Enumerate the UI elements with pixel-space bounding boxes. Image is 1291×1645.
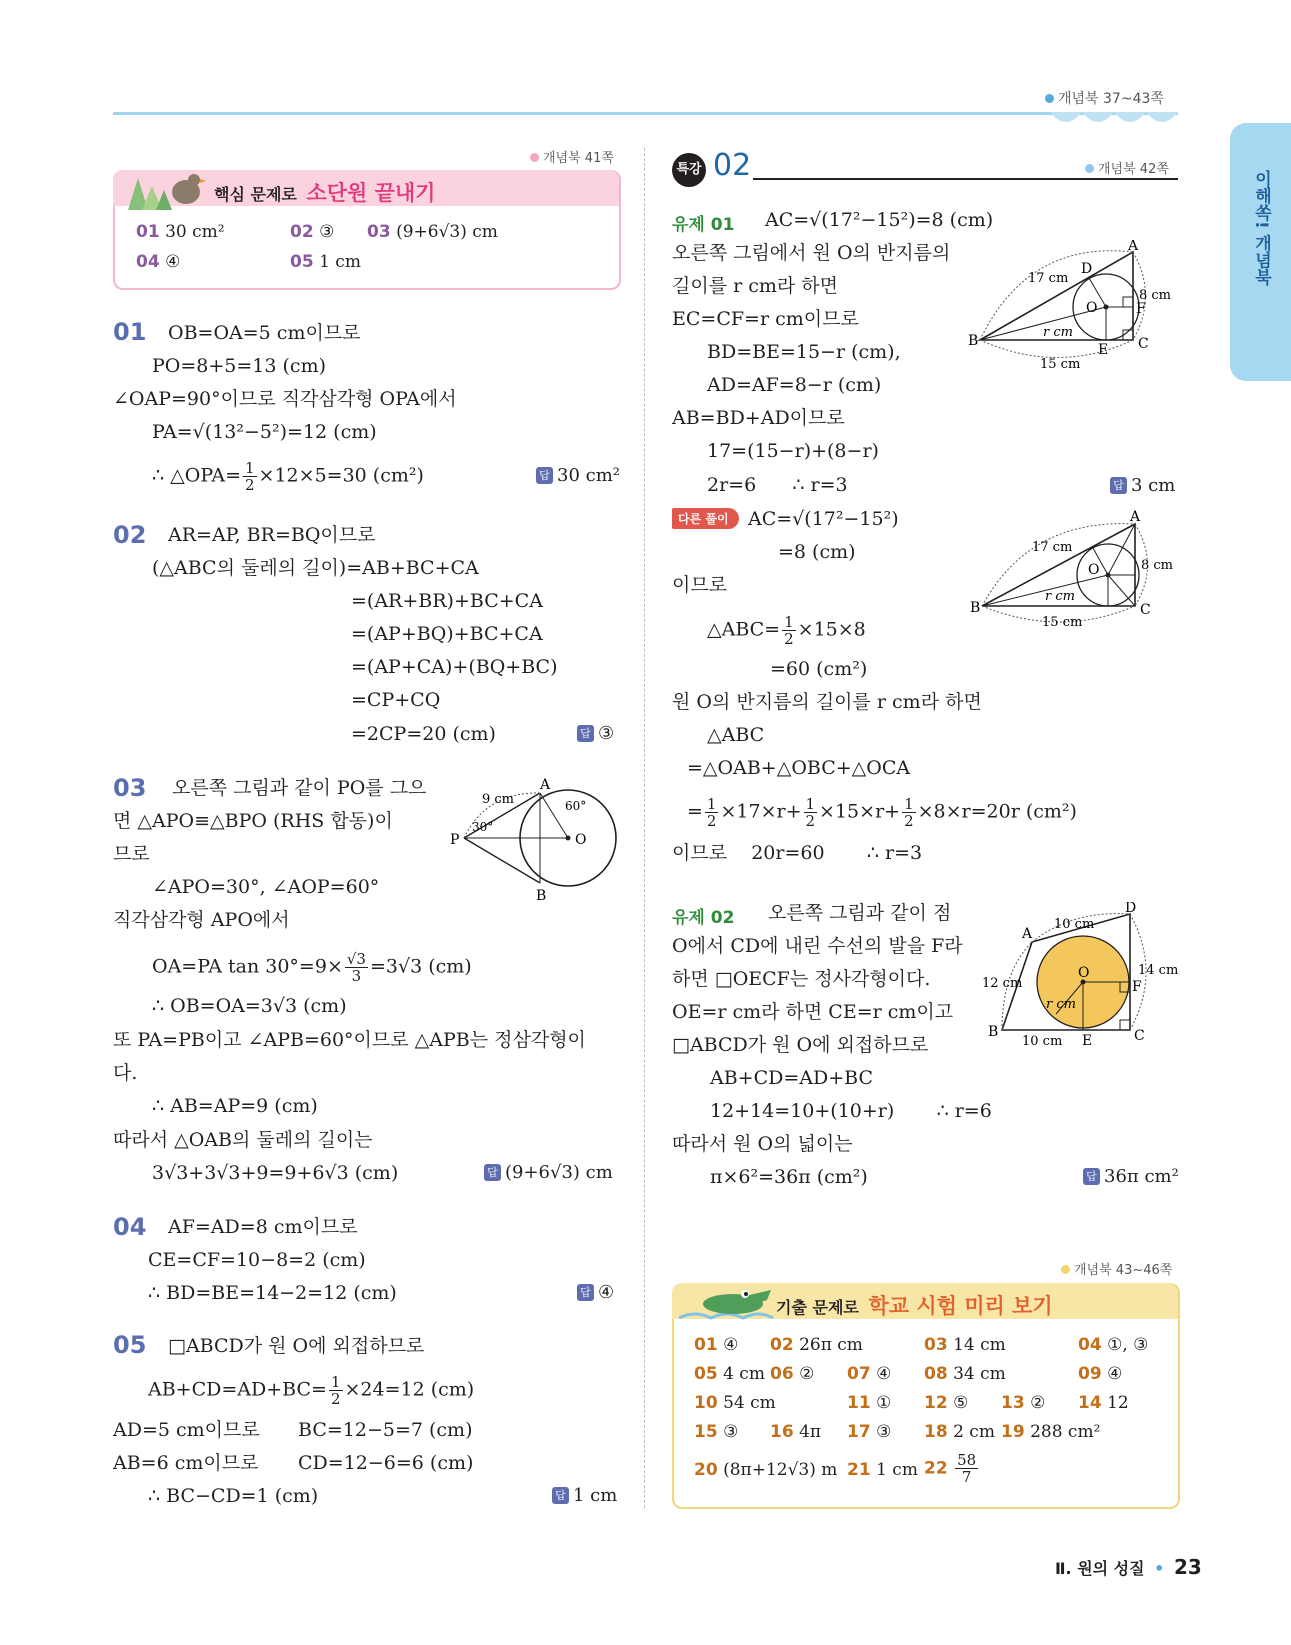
exam-answer: 14 12 bbox=[1078, 1393, 1129, 1413]
svg-text:8 cm: 8 cm bbox=[1141, 558, 1174, 573]
svg-text:D: D bbox=[1125, 902, 1137, 916]
solution-line: ∴ BD=BE=14−2=12 (cm) bbox=[148, 1282, 397, 1304]
svg-text:r cm: r cm bbox=[1043, 325, 1073, 340]
solution-line: AC=√(17²−15²) bbox=[748, 508, 899, 530]
exam-answer: 15 ③ bbox=[694, 1422, 739, 1442]
solution-line: 길이를 r cm라 하면 bbox=[672, 275, 838, 297]
special-number: 02 bbox=[713, 148, 752, 183]
solution-line: CE=CF=10−8=2 (cm) bbox=[148, 1249, 366, 1271]
solution-line: OB=OA=5 cm이므로 bbox=[168, 322, 361, 344]
exam-answer: 17 ③ bbox=[847, 1422, 892, 1442]
exam-answer: 09 ④ bbox=[1078, 1364, 1123, 1384]
solution-line: =(AP+BQ)+BC+CA bbox=[351, 623, 543, 645]
solution-line: 2r=6 ∴ r=3 bbox=[707, 474, 848, 496]
solution-line: BC=12−5=7 (cm) bbox=[298, 1419, 473, 1441]
svg-text:17 cm: 17 cm bbox=[1028, 271, 1069, 286]
solution-line: ∴ OB=OA=3√3 (cm) bbox=[152, 995, 347, 1017]
exam-answer: 07 ④ bbox=[847, 1364, 892, 1384]
solution-line: =(AR+BR)+BC+CA bbox=[351, 590, 543, 612]
solution-line: =△OAB+△OBC+△OCA bbox=[687, 757, 911, 779]
fig-label: 30° bbox=[472, 820, 494, 834]
solution-line: AF=AD=8 cm이므로 bbox=[168, 1216, 358, 1238]
svg-text:B: B bbox=[970, 600, 981, 616]
solution-line: △ABC= $\frac{1}{2}$ ×15×8 bbox=[707, 613, 866, 648]
special-ref: 개념북 42쪽 bbox=[1085, 158, 1169, 177]
solution-line: AR=AP, BR=BQ이므로 bbox=[168, 524, 376, 546]
solution-line: 3√3+3√3+9=9+6√3 (cm) bbox=[152, 1162, 399, 1184]
solution-line: PO=8+5=13 (cm) bbox=[152, 355, 326, 377]
solution-line: =CP+CQ bbox=[351, 689, 441, 711]
solution-line: 17=(15−r)+(8−r) bbox=[707, 440, 879, 462]
crocodile-icon bbox=[675, 1276, 775, 1322]
exam-answer: 20 (8π+12√3) m bbox=[694, 1460, 838, 1480]
fig-label: 9 cm bbox=[482, 792, 515, 807]
fig-label: O bbox=[575, 832, 587, 848]
svg-text:B: B bbox=[988, 1024, 999, 1040]
footer: Ⅱ. 원의 성질 • 23 bbox=[1055, 1555, 1202, 1579]
exam-answer: 03 14 cm bbox=[924, 1335, 1006, 1355]
solution-line: AC=√(17²−15²)=8 (cm) bbox=[765, 209, 994, 231]
svg-text:F: F bbox=[1136, 301, 1146, 317]
svg-text:O: O bbox=[1078, 965, 1090, 981]
svg-text:D: D bbox=[1081, 261, 1093, 277]
trapezoid-incircle-figure bbox=[982, 902, 1182, 1047]
solution-line: EC=CF=r cm이므로 bbox=[672, 308, 859, 330]
svg-text:A: A bbox=[1130, 509, 1141, 525]
exercise-label: 유제 01 bbox=[672, 215, 735, 235]
svg-text:O: O bbox=[1086, 300, 1098, 316]
solution-line: BD=BE=15−r (cm), bbox=[707, 341, 901, 363]
solution-line: 이므로 bbox=[672, 574, 728, 596]
solution-line: 이므로 20r=60 ∴ r=3 bbox=[672, 842, 923, 864]
answer: 답 ③ bbox=[577, 723, 614, 744]
svg-text:15 cm: 15 cm bbox=[1042, 615, 1083, 630]
solution-line: CD=12−6=6 (cm) bbox=[298, 1452, 474, 1474]
exam-answer: 02 26π cm bbox=[770, 1335, 863, 1355]
exam-ref: 개념북 43~46쪽 bbox=[1061, 1259, 1172, 1278]
problem-number: 02 bbox=[113, 521, 147, 549]
exam-answer: 11 ① bbox=[847, 1393, 892, 1413]
solution-line: 면 △APO≡△BPO (RHS 합동)이 bbox=[113, 810, 393, 832]
fig-label: P bbox=[450, 832, 460, 848]
exam-answer: 06 ② bbox=[770, 1364, 815, 1384]
solution-line: 따라서 원 O의 넓이는 bbox=[672, 1133, 853, 1155]
solution-line: AD=5 cm이므로 bbox=[113, 1419, 260, 1441]
svg-text:14 cm: 14 cm bbox=[1138, 963, 1179, 978]
solution-line: △ABC bbox=[707, 724, 765, 746]
solution-line: 직각삼각형 APO에서 bbox=[113, 909, 290, 931]
header-ref: 개념북 37~43쪽 bbox=[1045, 88, 1164, 108]
solution-line: =2CP=20 (cm) bbox=[351, 723, 496, 745]
svg-text:A: A bbox=[1022, 926, 1033, 942]
svg-text:A: A bbox=[1128, 240, 1139, 254]
solution-line: (△ABC의 둘레의 길이)=AB+BC+CA bbox=[152, 557, 479, 579]
incircle-figure-alt bbox=[970, 508, 1180, 633]
fig-label: 60° bbox=[565, 799, 587, 813]
solution-line: =60 (cm²) bbox=[770, 658, 868, 680]
solution-line: ∠OAP=90°이므로 직각삼각형 OPA에서 bbox=[113, 388, 457, 410]
exam-answer: 10 54 cm bbox=[694, 1393, 776, 1413]
incircle-figure bbox=[968, 240, 1178, 375]
svg-text:8 cm: 8 cm bbox=[1139, 288, 1172, 303]
tree-bird-icon bbox=[120, 160, 210, 212]
exam-answer: 21 1 cm bbox=[847, 1460, 918, 1480]
fig-label: A bbox=[540, 777, 551, 793]
svg-text:10 cm: 10 cm bbox=[1054, 917, 1095, 932]
svg-text:17 cm: 17 cm bbox=[1032, 540, 1073, 555]
svg-text:r cm: r cm bbox=[1045, 589, 1075, 604]
problem-number: 05 bbox=[113, 1331, 147, 1359]
svg-text:C: C bbox=[1140, 602, 1151, 618]
header-rule bbox=[113, 112, 1178, 115]
solution-line: ∴ △OPA= $\frac{1}{2}$ ×12×5=30 (cm²) bbox=[152, 459, 424, 494]
core-answer: 03 (9+6√3) cm bbox=[367, 222, 498, 242]
alt-solution-badge: 다른 풀이 bbox=[672, 508, 739, 529]
svg-text:O: O bbox=[1088, 562, 1100, 578]
exam-answer: 04 ①, ③ bbox=[1078, 1335, 1149, 1355]
exam-answer: 01 ④ bbox=[694, 1335, 739, 1355]
exam-answer: 16 4π bbox=[770, 1422, 822, 1442]
solution-line: ∠APO=30°, ∠AOP=60° bbox=[152, 876, 380, 898]
answer: 답 (9+6√3) cm bbox=[484, 1162, 613, 1183]
svg-text:E: E bbox=[1098, 342, 1109, 358]
problem-number: 03 bbox=[113, 774, 147, 802]
solution-line: 따라서 △OAB의 둘레의 길이는 bbox=[113, 1129, 373, 1151]
answer: 답 ④ bbox=[577, 1282, 614, 1303]
solution-line: 오른쪽 그림과 같이 PO를 그으 bbox=[172, 777, 427, 799]
exam-answer: 13 ② bbox=[1001, 1393, 1046, 1413]
solution-line: 다. bbox=[113, 1062, 138, 1084]
exam-answer: 12 ⑤ bbox=[924, 1393, 969, 1413]
solution-line: 또 PA=PB이고 ∠APB=60°이므로 △APB는 정삼각형이 bbox=[113, 1029, 586, 1051]
solution-line: 므로 bbox=[113, 843, 150, 865]
svg-text:F: F bbox=[1132, 979, 1142, 995]
exam-answer: 08 34 cm bbox=[924, 1364, 1006, 1384]
solution-line: π×6²=36π (cm²) bbox=[710, 1166, 868, 1188]
answer: 답 36π cm² bbox=[1083, 1166, 1179, 1187]
solution-line: PA=√(13²−5²)=12 (cm) bbox=[152, 421, 377, 443]
problem-number: 01 bbox=[113, 318, 147, 346]
core-answer: 01 30 cm² bbox=[136, 222, 225, 242]
answer: 답 1 cm bbox=[552, 1485, 617, 1506]
exercise-label: 유제 02 bbox=[672, 908, 735, 928]
solution-line: =(AP+CA)+(BQ+BC) bbox=[351, 656, 558, 678]
solution-line: AB=6 cm이므로 bbox=[113, 1452, 259, 1474]
solution-line: AD=AF=8−r (cm) bbox=[707, 374, 882, 396]
solution-line: 오른쪽 그림에서 원 O의 반지름의 bbox=[672, 242, 951, 264]
solution-line: 원 O의 반지름의 길이를 r cm라 하면 bbox=[672, 691, 982, 713]
solution-line: AB=BD+AD이므로 bbox=[672, 407, 845, 429]
svg-text:15 cm: 15 cm bbox=[1040, 357, 1081, 372]
side-tab-label: 이해쏙! 개념북 bbox=[1251, 170, 1271, 286]
core-answer: 04 ④ bbox=[136, 252, 181, 272]
svg-text:10 cm: 10 cm bbox=[1022, 1034, 1063, 1047]
svg-text:B: B bbox=[968, 333, 979, 349]
core-title: 핵심 문제로 소단원 끝내기 bbox=[214, 181, 436, 205]
solution-line: □ABCD가 원 O에 외접하므로 bbox=[168, 1335, 425, 1357]
core-answer: 02 ③ bbox=[290, 222, 335, 242]
exam-title: 기출 문제로 학교 시험 미리 보기 bbox=[776, 1294, 1053, 1318]
solution-line: = $\frac{1}{2}$ ×17×r+ $\frac{1}{2}$ ×15×r+ $\frac{1}{2}$ ×8×r=20r (cm²) bbox=[687, 795, 1077, 830]
solution-line: O에서 CD에 내린 수선의 발을 F라 bbox=[672, 935, 963, 957]
header-wave bbox=[1050, 110, 1180, 130]
special-rule bbox=[753, 178, 1178, 180]
solution-line: □ABCD가 원 O에 외접하므로 bbox=[672, 1034, 929, 1056]
svg-text:r cm: r cm bbox=[1046, 997, 1076, 1012]
solution-line: 하면 □OECF는 정사각형이다. bbox=[672, 968, 931, 990]
svg-text:C: C bbox=[1134, 1028, 1145, 1044]
solution-line: ∴ BC−CD=1 (cm) bbox=[148, 1485, 319, 1507]
exam-answer: 22 $\frac{58}{7}$ bbox=[924, 1451, 977, 1486]
answer: 답 3 cm bbox=[1110, 475, 1175, 496]
answer: 답 30 cm² bbox=[536, 465, 620, 486]
solution-line: 오른쪽 그림과 같이 점 bbox=[768, 902, 952, 924]
solution-line: OA=PA tan 30°=9× $\frac{√3}{3}$ =3√3 (cm) bbox=[152, 950, 472, 985]
special-badge: 특강 bbox=[672, 153, 706, 187]
solution-line: ∴ AB=AP=9 (cm) bbox=[152, 1095, 318, 1117]
solution-line: =8 (cm) bbox=[778, 541, 856, 563]
tangent-figure bbox=[448, 772, 628, 902]
svg-text:E: E bbox=[1082, 1033, 1093, 1047]
fig-label: B bbox=[536, 888, 547, 902]
exam-answer: 19 288 cm² bbox=[1001, 1422, 1101, 1442]
problem-number: 04 bbox=[113, 1213, 147, 1241]
exam-answer: 18 2 cm bbox=[924, 1422, 995, 1442]
column-divider bbox=[644, 148, 645, 1508]
core-ref: 개념북 41쪽 bbox=[530, 147, 614, 166]
svg-text:C: C bbox=[1138, 336, 1149, 352]
solution-line: 12+14=10+(10+r) ∴ r=6 bbox=[710, 1100, 992, 1122]
solution-line: AB+CD=AD+BC= $\frac{1}{2}$ ×24=12 (cm) bbox=[148, 1373, 475, 1408]
exam-answer: 05 4 cm bbox=[694, 1364, 765, 1384]
svg-text:12 cm: 12 cm bbox=[982, 976, 1023, 991]
core-answer: 05 1 cm bbox=[290, 252, 361, 272]
solution-line: OE=r cm라 하면 CE=r cm이고 bbox=[672, 1001, 954, 1023]
solution-line: AB+CD=AD+BC bbox=[710, 1067, 874, 1089]
